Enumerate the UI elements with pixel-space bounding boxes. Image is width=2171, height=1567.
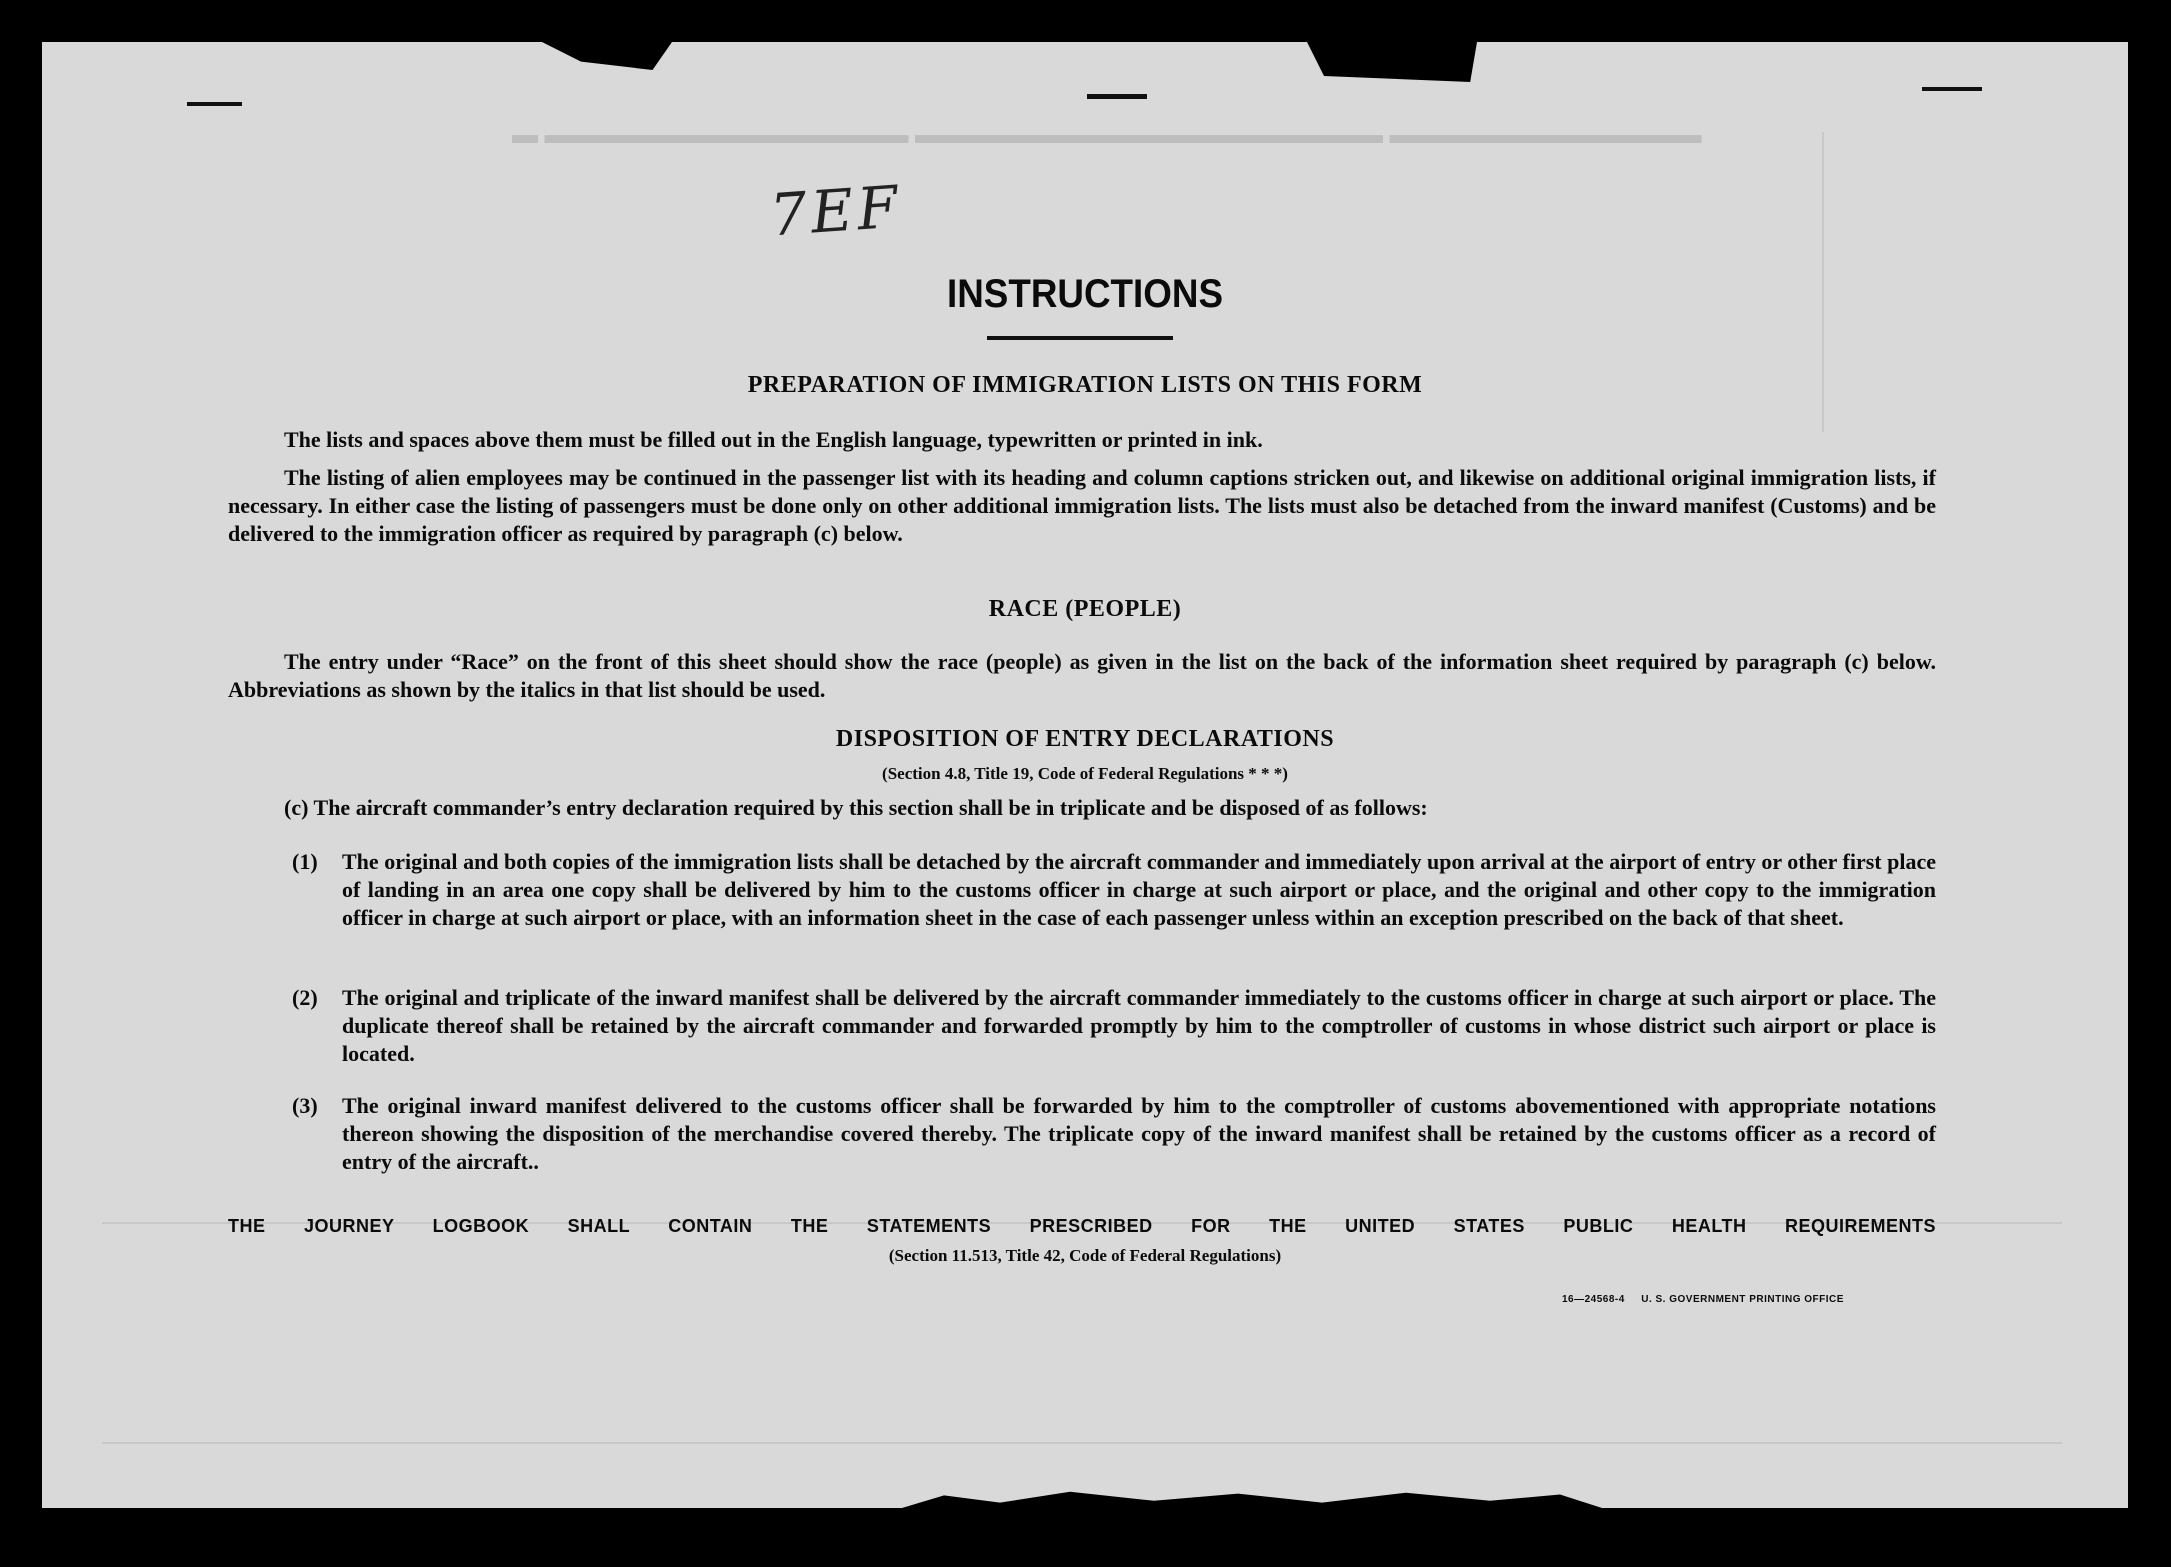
paragraph-alien-employees-text: The listing of alien employees may be continued in the passenger list with its heading and column captions stricken out, and likewise on additional original immigration lists, if necessary. In either case the listing of passengers must be done only on other additional immigration lists. The lists must also be detached from the inward manifest (Customs) and be delivered to the immigration officer as required by paragraph (c) below. <box>228 465 1936 546</box>
handwritten-mark: 7EF <box>767 172 904 250</box>
paragraph-disposition-intro <box>228 794 1936 822</box>
page-title: INSTRUCTIONS <box>947 272 1223 316</box>
document-page <box>42 42 2128 1508</box>
print-office: U. S. GOVERNMENT PRINTING OFFICE <box>1641 1294 1844 1305</box>
section-heading-preparation: PREPARATION OF IMMIGRATION LISTS ON THIS FORM <box>747 372 1423 398</box>
list-item-1 <box>292 848 1936 932</box>
list-item-number: (3) <box>292 1093 318 1118</box>
list-item-number: (1) <box>292 849 318 874</box>
footer-subcaption: (Section 11.513, Title 42, Code of Federal Regulations) <box>888 1246 1282 1265</box>
paragraph-language <box>228 426 1936 454</box>
section-heading-race: RACE (PEOPLE) <box>988 596 1182 622</box>
ink-speck <box>187 102 242 106</box>
ink-speck <box>1087 94 1147 99</box>
list-item-text: The original and triplicate of the inward manifest shall be delivered by the aircraft commander immediately to the customs officer in charge at such airport or place. The duplicate thereof shall be retained by the aircraft commander and forwarded promptly by him to the comptroller of customs in whose district such airport or place is located. <box>342 985 1936 1066</box>
list-item-text: The original inward manifest delivered to the customs officer shall be forwarded by him to the comptroller of customs abovementioned with appropriate notations thereon showing the disposition of the merchandise covered thereby. The triplicate copy of the inward manifest shall be retained by the customs officer as a record of entry of the aircraft.. <box>342 1093 1936 1174</box>
section-subheading-citation: (Section 4.8, Title 19, Code of Federal Regulations * * *) <box>882 764 1288 783</box>
paragraph-alien-employees <box>228 464 1936 548</box>
torn-edge <box>902 1490 1602 1508</box>
paragraph-language-text: The lists and spaces above them must be filled out in the English language, typewritten or printed in ink. <box>284 427 1263 452</box>
printing-office-line <box>1562 1294 1844 1305</box>
torn-edge <box>1307 42 1477 82</box>
list-item-number: (2) <box>292 985 318 1010</box>
paragraph-disposition-intro-text: (c) The aircraft commander’s entry declaration required by this section shall be in triplicate and be disposed of as follows: <box>284 795 1428 820</box>
torn-edge <box>542 42 672 70</box>
footer-caption: THE JOURNEY LOGBOOK SHALL CONTAIN THE STATEMENTS PRESCRIBED FOR THE UNITED STATES PUBLIC HEALTH REQUIREMENTS <box>228 1216 1936 1236</box>
list-item-3 <box>292 1092 1936 1176</box>
paragraph-race <box>228 648 1936 704</box>
list-item-2 <box>292 984 1936 1068</box>
list-item-text: The original and both copies of the immigration lists shall be detached by the aircraft commander and immediately upon arrival at the airport of entry or other first place of landing in an area one copy shall be delivered by him to the customs officer in charge at such airport or place, and the original and other copy to the immigration officer in charge at such airport or place, with an information sheet in the case of each passenger unless within an exception prescribed on the back of that sheet. <box>342 849 1936 930</box>
bleed-through-line <box>102 1442 2062 1444</box>
bleed-through-text: ▬ ▬▬▬▬▬▬▬▬▬▬▬▬▬▬ ▬▬▬▬▬▬▬▬▬▬▬▬▬▬▬▬▬▬ ▬▬▬▬▬▬▬▬▬▬▬▬ <box>512 120 1702 149</box>
paragraph-race-text: The entry under “Race” on the front of this sheet should show the race (people) as given in the list on the back of the information sheet required by paragraph (c) below. Abbreviations as shown by the italics in that list should be used. <box>228 649 1936 702</box>
ink-speck <box>1922 87 1982 91</box>
print-code: 16—24568-4 <box>1562 1294 1625 1305</box>
section-heading-disposition: DISPOSITION OF ENTRY DECLARATIONS <box>835 726 1335 752</box>
title-underline <box>987 336 1173 340</box>
